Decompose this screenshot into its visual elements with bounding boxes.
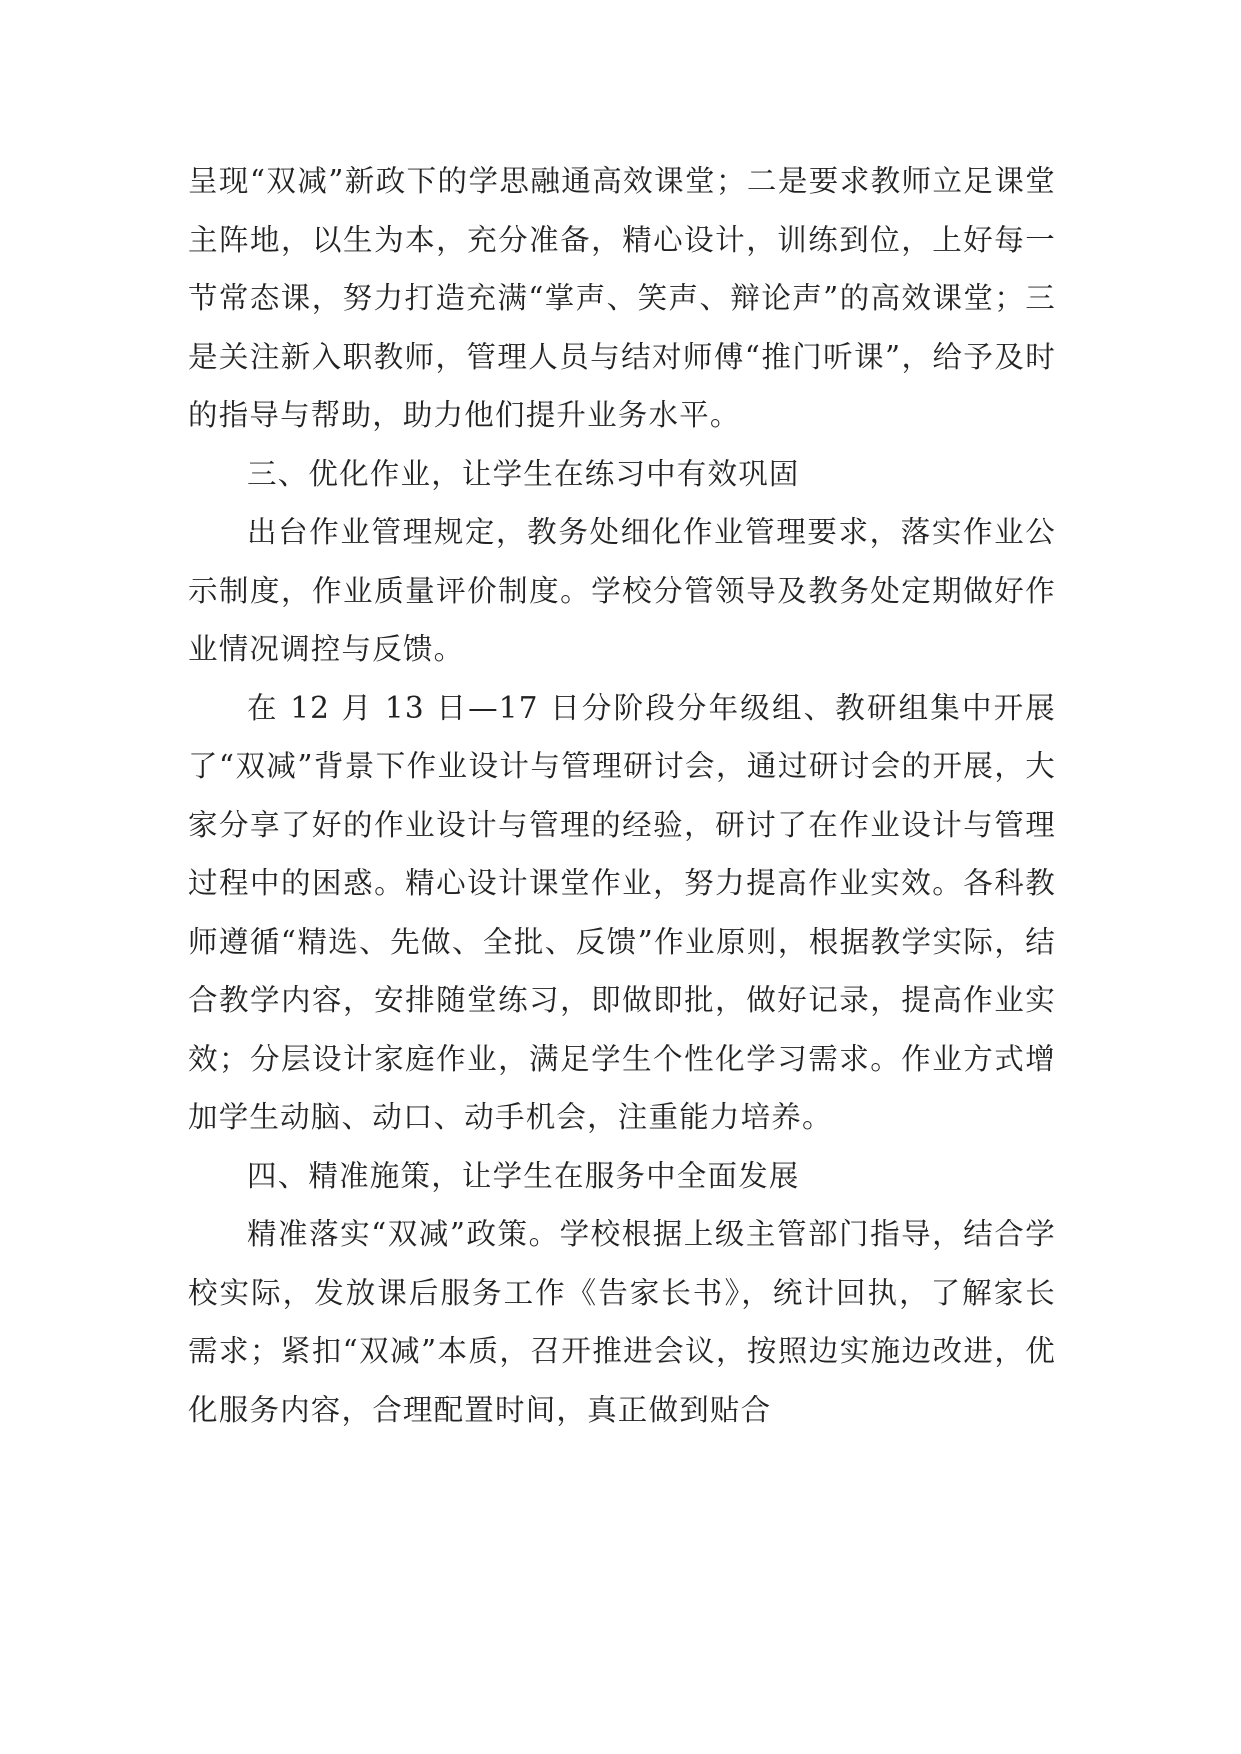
section-heading-services: 四、精准施策，让学生在服务中全面发展 xyxy=(247,1158,800,1193)
paragraph-continued-classroom: 呈现“双减”新政下的学思融通高效课堂；二是要求教师立足课堂主阵地，以生为本，充分准备，精心设计，训练到位，上好每一节常态课，努力打造充满“掌声、笑声、辩论声”的高效课堂；三是关注新入职教师，管理人员与结对师傅“推门听课”，给予及时的指导与帮助，助力他们提升业务水平。 xyxy=(188,164,1056,432)
document-page xyxy=(188,152,1056,1439)
section-heading-homework: 三、优化作业，让学生在练习中有效巩固 xyxy=(247,456,800,491)
paragraph-homework-seminar: 在 12 月 13 日—17 日分阶段分年级组、教研组集中开展了“双减”背景下作业设计与管理研讨会，通过研讨会的开展，大家分享了好的作业设计与管理的经验，研讨了在作业设计与管理过程中的困惑。精心设计课堂作业，努力提高作业实效。各科教师遵循“精选、先做、全批、反馈”作业原则，根据教学实际，结合教学内容，安排随堂练习，即做即批，做好记录，提高作业实效；分层设计家庭作业，满足学生个性化学习需求。作业方式增加学生动脑、动口、动手机会，注重能力培养。 xyxy=(188,690,1056,1134)
paragraph-double-reduction-policy: 精准落实“双减”政策。学校根据上级主管部门指导，结合学校实际，发放课后服务工作《告家长书》，统计回执，了解家长需求；紧扣“双减”本质，召开推进会议，按照边实施边改进，优化服务内容，合理配置时间，真正做到贴合 xyxy=(188,1217,1056,1427)
paragraph-homework-rules: 出台作业管理规定，教务处细化作业管理要求，落实作业公示制度，作业质量评价制度。学校分管领导及教务处定期做好作业情况调控与反馈。 xyxy=(188,515,1056,666)
